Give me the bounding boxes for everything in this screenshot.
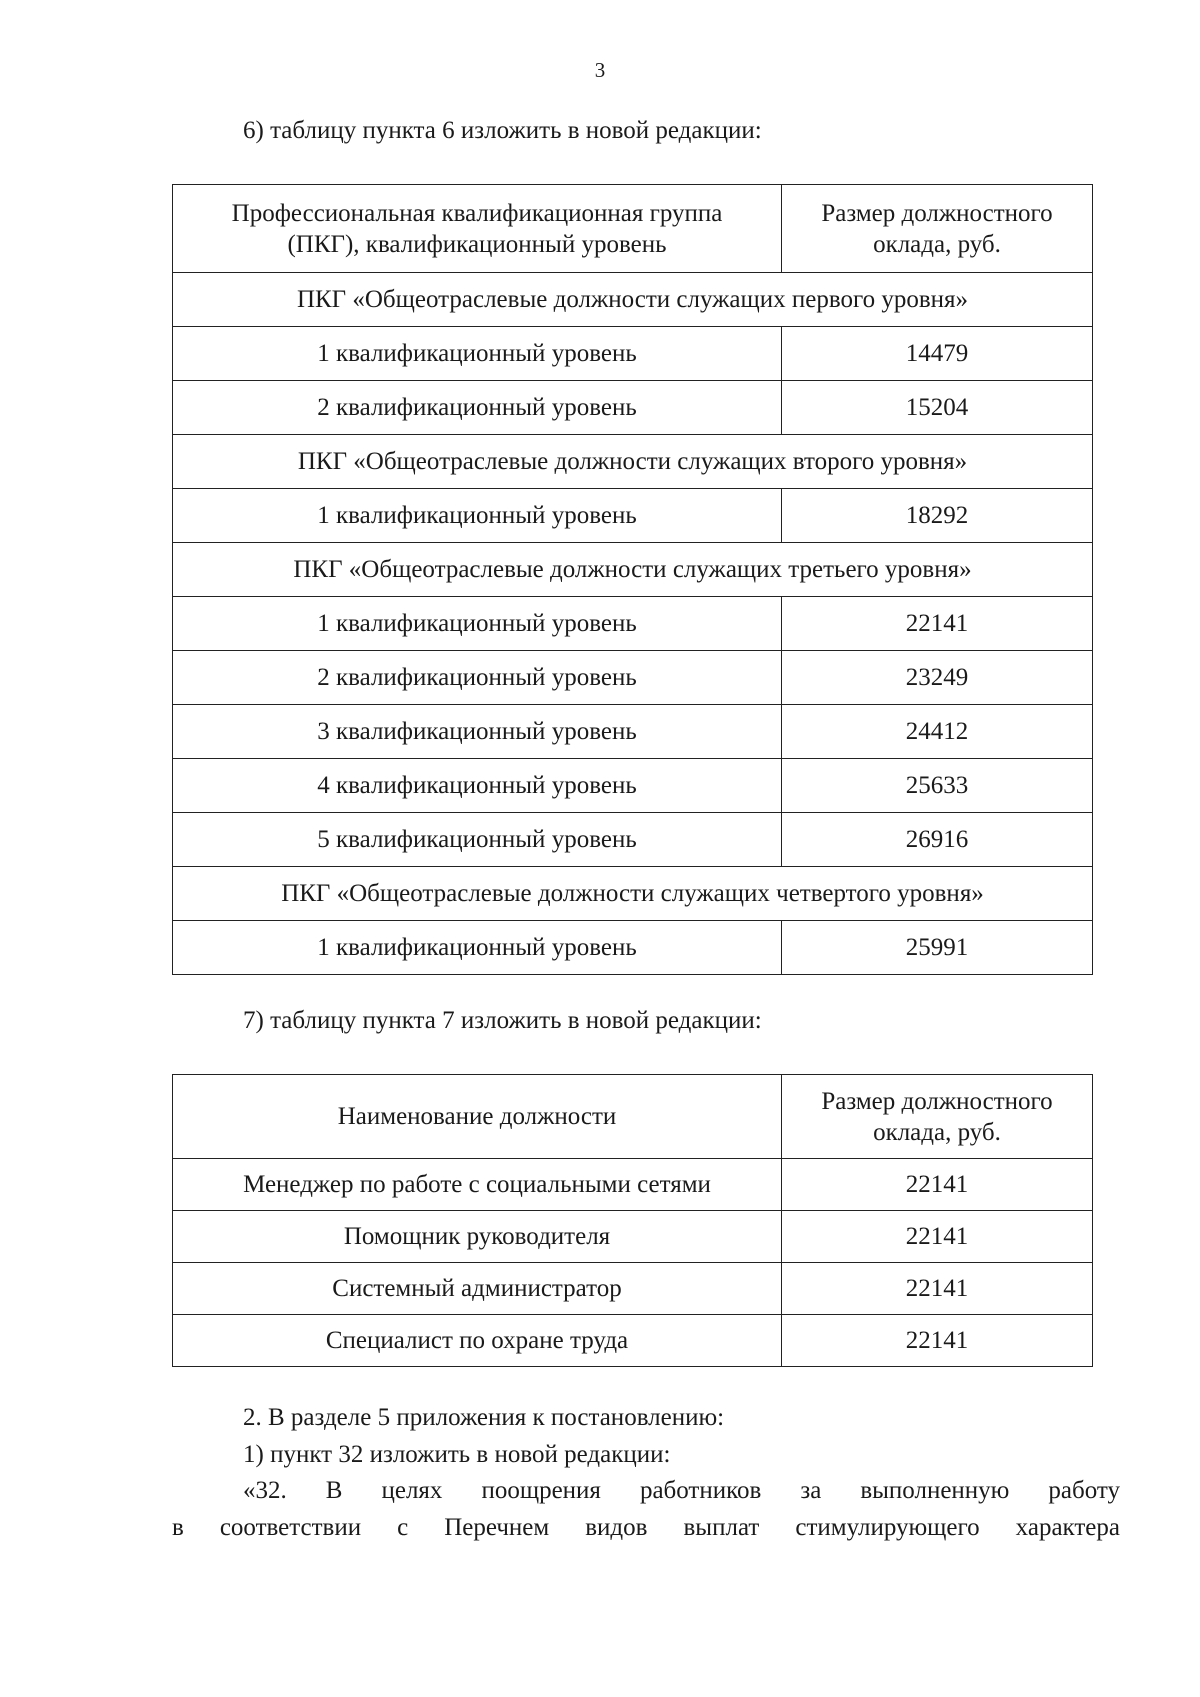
table-row [173,813,1093,867]
salary-table-pkg [172,184,1093,975]
word: работников [639,1477,762,1504]
table-row [173,1315,1093,1367]
group-cell: ПКГ «Общеотраслевые должности служащих первого уровня» [173,273,1093,327]
table-row [173,1159,1093,1211]
level-cell: 2 квалификационный уровень [173,651,782,705]
paragraph-item-7: 7) таблицу пункта 7 изложить в новой редакции: [243,1007,762,1034]
table-row [173,597,1093,651]
header-line: (ПКГ), квалификационный уровень [287,230,667,258]
level-cell: 1 квалификационный уровень [173,489,782,543]
word: соответствии [219,1514,362,1541]
word: В [325,1477,343,1504]
table-group-row [173,435,1093,489]
salary-cell: 15204 [782,381,1093,435]
group-cell: ПКГ «Общеотраслевые должности служащих четвертого уровня» [173,867,1093,921]
group-cell: ПКГ «Общеотраслевые должности служащих второго уровня» [173,435,1093,489]
word: Перечнем [444,1514,550,1541]
position-cell: Помощник руководителя [173,1211,782,1263]
paragraph-32-line2 [172,1514,1120,1542]
table-row [173,1211,1093,1263]
word: за [800,1477,822,1504]
table-row [173,921,1093,975]
table-row [173,705,1093,759]
level-cell: 1 квалификационный уровень [173,327,782,381]
word: видов [585,1514,648,1541]
salary-cell: 22141 [782,1315,1093,1367]
word: работу [1048,1477,1120,1504]
level-cell: 4 квалификационный уровень [173,759,782,813]
word: в [172,1514,184,1541]
salary-table-positions [172,1074,1093,1367]
table-row [173,489,1093,543]
salary-cell: 18292 [782,489,1093,543]
position-cell: Менеджер по работе с социальными сетями [173,1159,782,1211]
word: поощрения [481,1477,601,1504]
table-row [173,327,1093,381]
header-cell-salary [782,185,1093,273]
header-line: Размер должностного [821,1087,1053,1115]
word: выполненную [860,1477,1010,1504]
header-cell-salary [782,1075,1093,1159]
word: целях [381,1477,443,1504]
word: стимулирующего [795,1514,980,1541]
table-row [173,651,1093,705]
level-cell: 1 квалификационный уровень [173,597,782,651]
header-cell-position: Наименование должности [173,1075,782,1159]
word: выплат [683,1514,760,1541]
table-group-row [173,543,1093,597]
group-cell: ПКГ «Общеотраслевые должности служащих третьего уровня» [173,543,1093,597]
table-header-row [173,1075,1093,1159]
paragraph-item-6: 6) таблицу пункта 6 изложить в новой редакции: [243,117,762,144]
header-line: оклада, руб. [873,230,1001,258]
table-header-row [173,185,1093,273]
salary-cell: 22141 [782,1211,1093,1263]
paragraph-32-line1 [243,1477,1120,1505]
salary-cell: 26916 [782,813,1093,867]
position-cell: Системный администратор [173,1263,782,1315]
paragraph-section-5: 2. В разделе 5 приложения к постановлению: [243,1404,725,1431]
level-cell: 3 квалификационный уровень [173,705,782,759]
header-line: оклада, руб. [873,1118,1001,1146]
header-cell-group [173,185,782,273]
salary-cell: 22141 [782,1263,1093,1315]
salary-cell: 23249 [782,651,1093,705]
page-number: 3 [594,58,606,82]
word: «32. [243,1477,287,1504]
header-line: Профессиональная квалификационная группа [231,199,723,227]
table-group-row [173,867,1093,921]
table-row [173,759,1093,813]
level-cell: 2 квалификационный уровень [173,381,782,435]
level-cell: 1 квалификационный уровень [173,921,782,975]
salary-cell: 24412 [782,705,1093,759]
salary-cell: 25633 [782,759,1093,813]
word: с [397,1514,409,1541]
salary-cell: 14479 [782,327,1093,381]
table-group-row [173,273,1093,327]
header-line: Размер должностного [821,199,1053,227]
table-row [173,381,1093,435]
paragraph-point-32: 1) пункт 32 изложить в новой редакции: [243,1441,671,1468]
salary-cell: 22141 [782,1159,1093,1211]
salary-cell: 25991 [782,921,1093,975]
position-cell: Специалист по охране труда [173,1315,782,1367]
level-cell: 5 квалификационный уровень [173,813,782,867]
table-row [173,1263,1093,1315]
salary-cell: 22141 [782,597,1093,651]
word: характера [1015,1514,1120,1541]
